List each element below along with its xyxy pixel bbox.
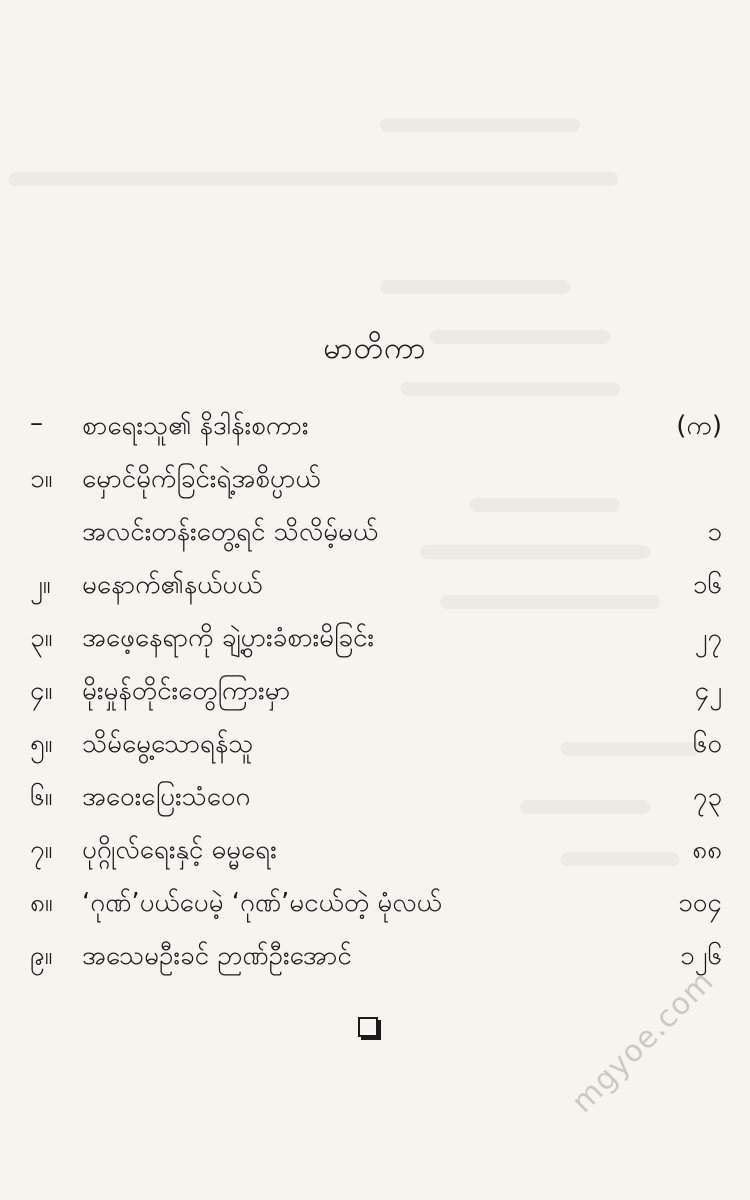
entry-number: ၂။	[30, 570, 51, 600]
entry-number: ၁။	[30, 464, 53, 494]
toc-entry[interactable]	[0, 402, 750, 452]
end-square-icon	[358, 1017, 378, 1037]
watermark: mgyoe.com	[565, 963, 721, 1120]
entry-page: ၈၈	[692, 835, 722, 865]
entry-label: ‘ဂုဏ်’ပယ်ပေမဲ့ ‘ဂုဏ်’မငယ်တဲ့ မုံလယ်	[82, 888, 442, 918]
entry-number: ၆။	[30, 782, 53, 812]
toc-title: မာတိကာ	[323, 331, 427, 366]
toc-entry[interactable]	[0, 508, 750, 558]
toc-entry[interactable]	[0, 773, 750, 823]
entry-page: ၆၀	[692, 729, 722, 759]
toc-entry[interactable]	[0, 455, 750, 505]
entry-label: သိမ်မွေ့သောရန်သူ	[82, 729, 254, 759]
entry-label: အဝေးပြေးသံဝေဂ	[82, 782, 251, 812]
entry-page: ၂၇	[694, 623, 722, 653]
toc-entry[interactable]	[0, 614, 750, 664]
entry-number: ၈။	[30, 888, 53, 918]
toc-entry[interactable]	[0, 720, 750, 770]
entry-page: ၁	[707, 517, 722, 547]
entry-page: ၁၂၆	[679, 941, 722, 971]
entry-number: ၇။	[30, 835, 53, 865]
entry-label: စာရေးသူ၏ နိဒါန်းစကား	[82, 411, 309, 441]
toc-entry[interactable]	[0, 667, 750, 717]
entry-page: (က)	[676, 411, 722, 441]
entry-number: ၃။	[30, 623, 53, 653]
toc-entry[interactable]	[0, 561, 750, 611]
toc-entry[interactable]	[0, 826, 750, 876]
entry-label: မိုးမှုန်တိုင်းတွေကြားမှာ	[82, 676, 291, 706]
toc-entry[interactable]	[0, 879, 750, 929]
entry-label: မနောက်၏နယ်ပယ်	[82, 570, 263, 600]
toc-entry[interactable]	[0, 932, 750, 982]
entry-label: မှောင်မိုက်ခြင်းရဲ့အစိပ္ပာယ်	[82, 464, 321, 494]
entry-number: –	[30, 408, 43, 438]
entry-label: ပုဂ္ဂိုလ်ရေးနှင့် ဓမ္မရေး	[82, 835, 277, 865]
entry-number: ၅။	[30, 729, 53, 759]
entry-page: ၄၂	[694, 676, 722, 706]
entry-label: အဖေ့နေရာကို ချဲ့ပွားခံစားမိခြင်း	[82, 623, 375, 653]
entry-number: ၉။	[30, 941, 53, 971]
entry-label: အသေမဦးခင် ဉာဏ်ဦးအောင်	[82, 941, 352, 971]
entry-number: ၄။	[30, 676, 53, 706]
entry-page: ၇၃	[692, 782, 722, 812]
entry-page: ၁၆	[692, 570, 722, 600]
entry-page: ၁၀၄	[678, 888, 722, 918]
entry-label: အလင်းတန်းတွေ့ရင် သိလိမ့်မယ်	[82, 517, 379, 547]
